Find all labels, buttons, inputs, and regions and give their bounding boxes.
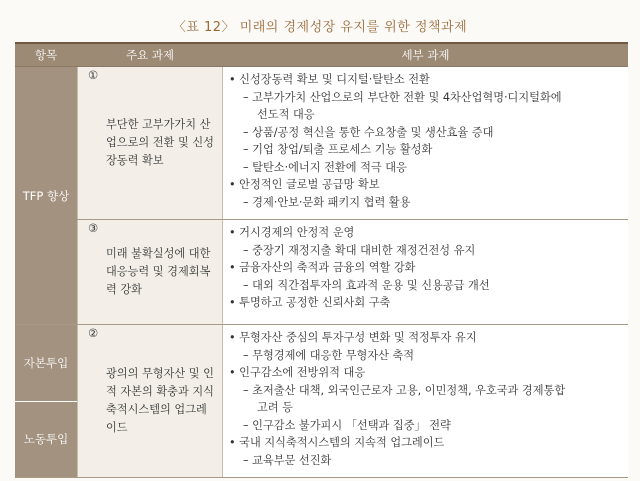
policy-table [15,42,628,478]
header-item: 항목 [34,48,58,62]
tfp-block [15,67,628,325]
detail-line: – 경제·안보·문화 패키지 협력 활용 [243,195,411,209]
table-header [15,44,628,67]
detail-line: – 인구감소 불가피시 「선택과 집중」 전략 [243,418,451,432]
category-tfp: TFP 향상 [15,67,77,325]
detail-line: – 중장기 재정지출 확대 대비한 재정건전성 유지 [243,243,476,257]
task-number: ③ [88,222,99,235]
detail-line: 고려 등 [257,401,293,414]
table-row [15,325,628,478]
table-row [77,67,628,220]
task-cell [77,67,223,219]
detail-line: – 탈탄소·에너지 전환에 적극 대응 [243,160,407,174]
task-cell [77,220,223,324]
detail-cell [223,325,628,477]
detail-line: • 안정적인 글로벌 공급망 확보 [229,178,380,191]
detail-line: – 무형경제에 대응한 무형자산 축적 [243,348,415,362]
category-labor: 노동투입 [15,401,77,478]
detail-line: • 거시경제의 안정적 운영 [229,226,355,239]
detail-line: 선도적 대응 [257,108,315,121]
category-split [15,325,77,477]
detail-line: • 금융자산의 축적과 금융의 역할 강화 [229,261,416,274]
detail-line: – 초저출산 대책, 외국인근로자 고용, 이민정책, 우호국과 경제통합 [243,383,566,397]
task-cell [77,325,223,477]
detail-line: – 기업 창업/퇴출 프로세스 기능 활성화 [243,143,433,156]
table-row [77,220,628,325]
header-detail: 세부 과제 [401,48,450,62]
task-number: ① [88,69,99,82]
detail-line: • 국내 지식축적시스템의 지속적 업그레이드 [229,436,445,449]
detail-line: – 대외 직간접투자의 효과적 운용 및 신용공급 개선 [243,278,490,292]
task-text: 미래 불확실성에 대한 대응능력 및 경제회복력 강화 [106,247,211,296]
detail-cell [223,67,628,219]
detail-line: – 상품/공정 혁신을 통한 수요창출 및 생산효율 증대 [243,125,494,139]
task-number: ② [88,327,99,340]
detail-cell [223,220,628,324]
detail-line: • 인구감소에 전방위적 대응 [229,366,366,379]
task-text: 광의의 무형자산 및 인적 자본의 확충과 지식축적시스템의 업그레이드 [106,367,214,434]
header-task: 주요 과제 [125,48,175,62]
detail-line: • 무형자산 중심의 투자구성 변화 및 적정투자 유지 [229,331,477,344]
detail-line: – 교육부문 선진화 [243,453,332,467]
category-capital: 자본투입 [15,325,77,401]
detail-line: • 투명하고 공정한 신뢰사회 구축 [229,296,391,309]
detail-line: – 고부가가치 산업으로의 부단한 전환 및 4차산업혁명·디지털화에 [243,90,562,104]
detail-line: • 신성장동력 확보 및 디지털·탈탄소 전환 [229,73,430,86]
table-title: 〈표 12〉 미래의 경제성장 유지를 위한 정책과제 [172,20,468,35]
task-text: 부단한 고부가가치 산업으로의 전환 및 신성장동력 확보 [106,118,214,167]
